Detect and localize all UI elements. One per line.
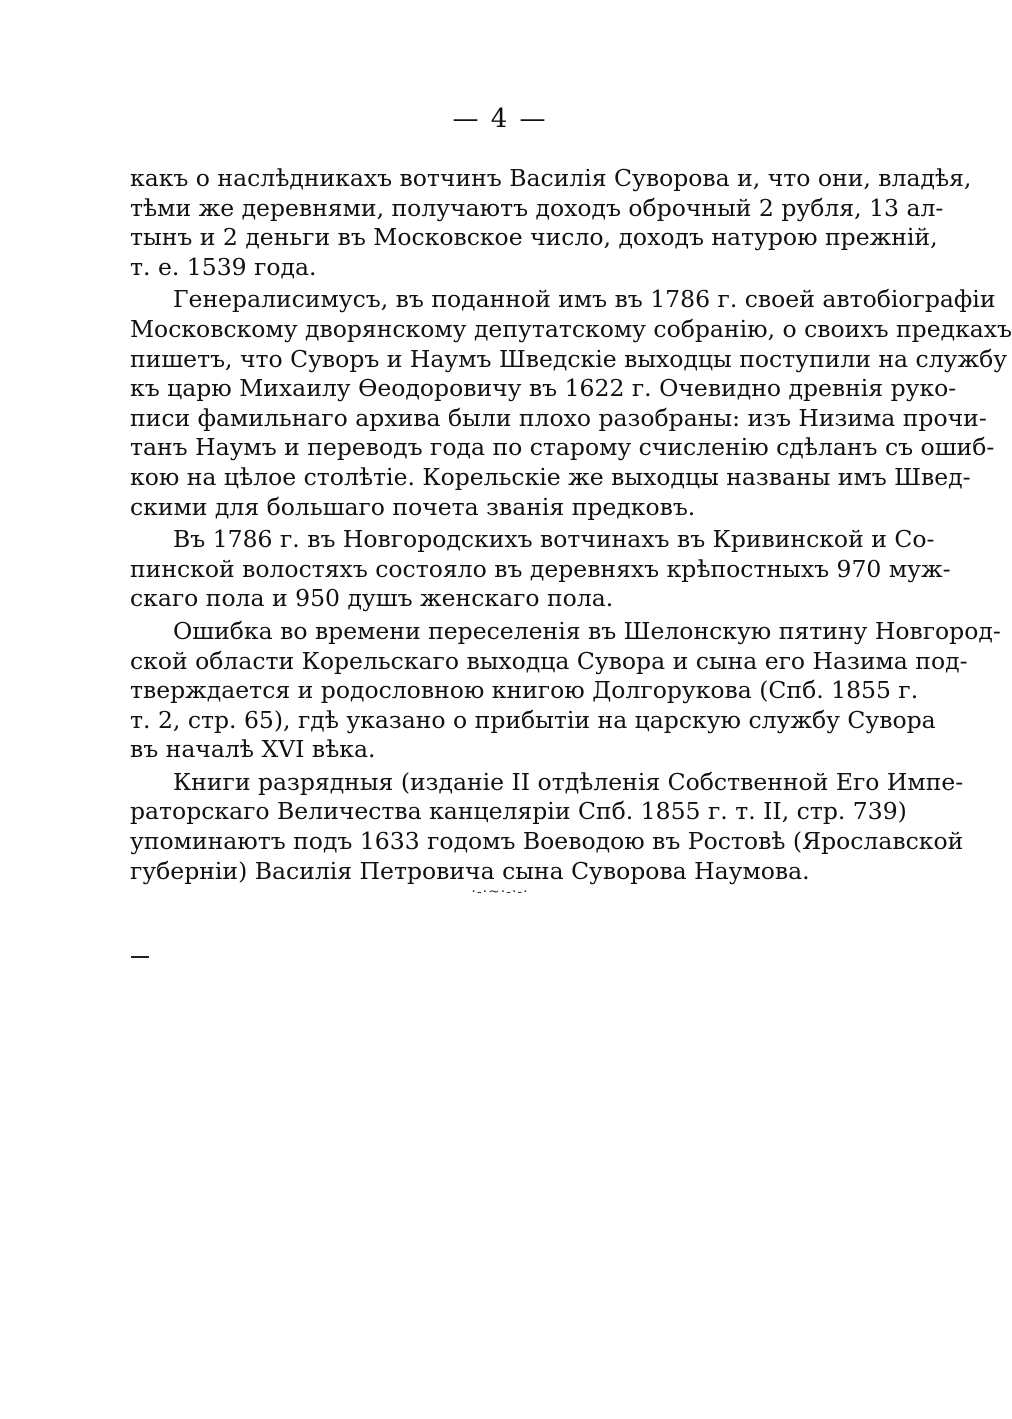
- text-line: Въ 1786 г. въ Новгородскихъ вотчинахъ въ Кривинской и Со-: [173, 525, 935, 554]
- text-line: раторскаго Величества канцеляріи Спб. 1855 г. т. II, стр. 739): [130, 797, 907, 826]
- text-line: Генералисимусъ, въ поданной имъ въ 1786 г. своей автобіографіи: [173, 285, 996, 314]
- paragraph-5: [130, 767, 964, 886]
- text-line: къ царю Михаилу Ѳеодоровичу въ 1622 г. Очевидно древнія руко-: [130, 374, 957, 403]
- text-line: тѣми же деревнями, получаютъ доходъ оброчный 2 рубля, 13 ал-: [130, 193, 944, 222]
- text-line: т. е. 1539 года.: [130, 252, 317, 281]
- text-line: пинской волостяхъ состояло въ деревняхъ крѣпостныхъ 970 муж-: [130, 554, 951, 583]
- text-line: Книги разрядныя (изданіе II отдѣленія Собственной Его Импе-: [173, 767, 964, 796]
- text-line: скаго пола и 950 душъ женскаго пола.: [130, 584, 614, 613]
- end-ornament: ·-·~·-·-·: [471, 884, 529, 900]
- paragraph-2: [130, 285, 1012, 522]
- text-line: тынъ и 2 деньги въ Московское число, доходъ натурою прежній,: [130, 223, 938, 252]
- text-line: въ началѣ XVI вѣка.: [130, 735, 376, 764]
- paragraph-1: [130, 164, 972, 282]
- paragraph-3: [130, 525, 951, 614]
- print-mark: [131, 956, 149, 958]
- text-line: скими для большаго почета званія предковъ.: [130, 492, 696, 521]
- text-line: танъ Наумъ и переводъ года по старому счисленію сдѣланъ съ ошиб-: [130, 433, 995, 462]
- body-text: [130, 164, 1012, 886]
- text-line: писи фамильнаго архива были плохо разобраны: изъ Низима прочи-: [130, 403, 987, 432]
- text-line: Ошибка во времени переселенія въ Шелонскую пятину Новгород-: [173, 616, 1001, 645]
- text-line: Московскому дворянскому депутатскому собранію, о своихъ предкахъ: [130, 314, 1012, 343]
- text-line: пишетъ, что Суворъ и Наумъ Шведскіе выходцы поступили на службу: [130, 344, 1008, 373]
- text-line: губерніи) Василія Петровича сына Суворова Наумова.: [130, 856, 810, 885]
- text-line: тверждается и родословною книгою Долгорукова (Спб. 1855 г.: [130, 676, 919, 705]
- text-line: т. 2, стр. 65), гдѣ указано о прибытіи на царскую службу Сувора: [130, 705, 936, 734]
- paragraph-4: [130, 616, 1001, 765]
- text-line: кою на цѣлое столѣтіе. Корельскіе же выходцы названы имъ Швед-: [130, 462, 971, 491]
- text-line: какъ о наслѣдникахъ вотчинъ Василія Суворова и, что они, владѣя,: [130, 164, 972, 192]
- text-line: ской области Корельскаго выходца Сувора и сына его Назима под-: [130, 646, 968, 675]
- page-number: — 4 —: [452, 104, 548, 134]
- text-line: упоминаютъ подъ 1633 годомъ Воеводою въ Ростовѣ (Ярославской: [130, 827, 964, 856]
